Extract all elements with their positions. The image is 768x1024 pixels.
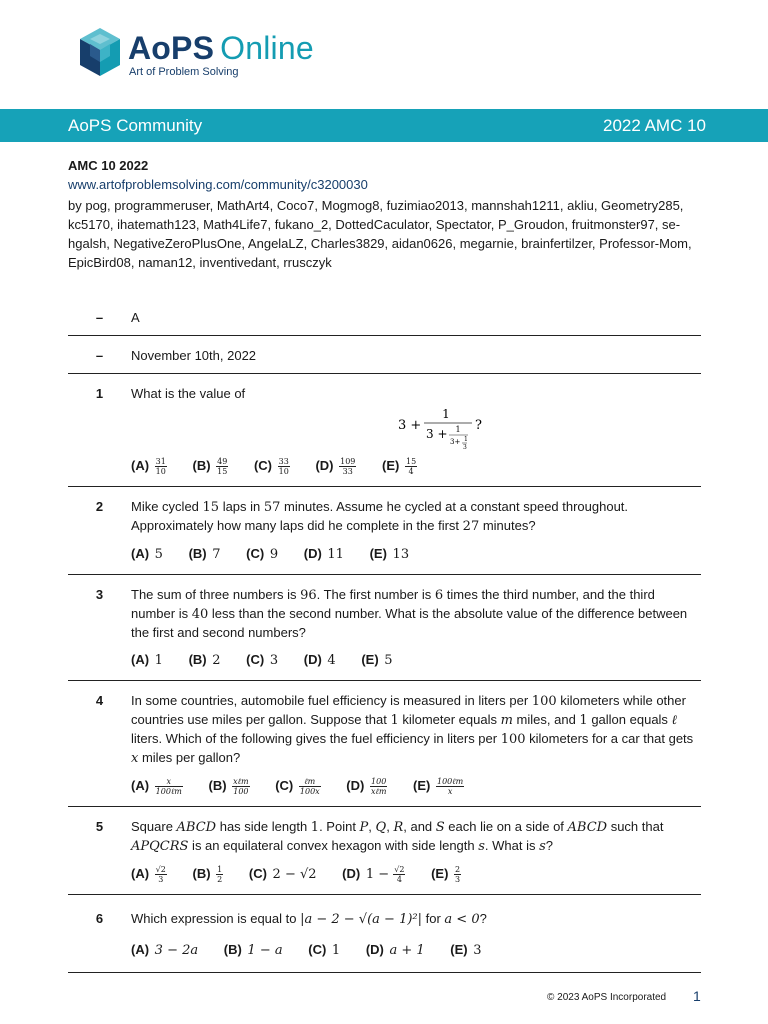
- problem-body: [131, 495, 701, 564]
- answer-choice-a[interactable]: (A) 5: [131, 546, 163, 563]
- svg-text:3: 3: [463, 444, 467, 451]
- banner-community-link[interactable]: AoPS Community: [68, 116, 203, 135]
- answer-choice-a[interactable]: (A) $\frac{√2}{3}$: [131, 865, 166, 885]
- answer-choice-d[interactable]: (D) $\frac{100}{\text{xℓm}}$: [346, 777, 387, 797]
- answer-choice-a[interactable]: (A) $\frac{31}{10}$: [131, 457, 166, 477]
- svg-text:3 +: 3 +: [426, 427, 448, 441]
- section-row: [68, 302, 701, 336]
- date-row: [68, 336, 701, 374]
- problem-text: What is the value of: [131, 386, 246, 401]
- problem-text: The sum of three numbers is 96. The first number is 6 times the third number, and the third number is 40 less than the second number. What is the absolute value of the difference between the first and second numbers?: [131, 587, 688, 641]
- answer-choice-c[interactable]: (C) 1: [308, 942, 341, 959]
- svg-text:1: 1: [464, 436, 468, 443]
- answer-choice-d[interactable]: (D) $\frac{109}{33}$: [315, 457, 356, 477]
- answer-choice-b[interactable]: (B) $\frac{\text{xℓm}}{100}$: [208, 777, 249, 797]
- document-title: AMC 10 2022: [68, 158, 149, 173]
- answer-choice-e[interactable]: (E) 5: [361, 652, 393, 669]
- problem-number: 5: [95, 819, 104, 835]
- answer-choices: [131, 545, 701, 564]
- logo-tagline: Art of Problem Solving: [129, 66, 239, 78]
- answer-choices: [131, 457, 701, 476]
- answer-choice-c[interactable]: (C) 9: [246, 546, 279, 563]
- problem-text: Mike cycled 15 laps in 57 minutes. Assume he cycled at a constant speed throughout. Approximately how many laps did he complete in the first 27 minutes?: [131, 499, 629, 535]
- answer-choice-d[interactable]: (D) 4: [303, 652, 336, 669]
- answer-choice-e[interactable]: (E) $\frac{2}{3}$: [431, 865, 461, 885]
- problem-row-2: [68, 487, 701, 575]
- svg-text:3 +: 3 +: [398, 418, 422, 433]
- authors-list: by pog, programmeruser, MathArt4, Coco7, Mogmog8, fuzimiao2013, mannshah1211, akliu, Geometry285, kc5170, ihatemath123, Math4Life7, fukano_2, DottedCaculator, Spectator, P_Groudon, fruitmonster97, se-hgalsh, NegativeZeroPlusOne, AngelaLZ, Charles3829, aidan0626, megarnie, brainfertilzer, Professor-Mom, EpicBird08, naman12, inventivedant, rrusczyk: [68, 198, 692, 270]
- problem-text: Square ABCD has side length 1. Point P, Q, R, and S each lie on a side of ABCD such that APQCRS is an equilateral convex hexagon with side length s. What is s?: [131, 819, 664, 855]
- answer-choice-a[interactable]: (A) 3 − 2a: [131, 942, 199, 959]
- answer-choice-b[interactable]: (B) $\frac{1}{2}$: [192, 865, 223, 885]
- answer-choice-c[interactable]: (C) $\frac{\text{ℓm}}{100x}$: [275, 777, 320, 797]
- problem-text: In some countries, automobile fuel efficiency is measured in liters per 100 kilometers while other countries use miles per gallon. Suppose that 1 kilometer equals m miles, and 1 gallon equals ℓ liters. Which of the following gives the fuel efficiency in liters per 100 kilometers for a car that gets x miles per gallon?: [131, 693, 694, 767]
- problem-number: 3: [95, 587, 104, 603]
- banner-contest-title: 2022 AMC 10: [602, 116, 706, 135]
- svg-text:1: 1: [442, 407, 450, 421]
- svg-text:3+: 3+: [450, 438, 461, 446]
- answer-choice-c[interactable]: (C) $\frac{33}{10}$: [253, 457, 289, 477]
- answer-choice-d[interactable]: (D) 1 − $\frac{√2}{4}$: [342, 865, 405, 885]
- answer-choice-e[interactable]: (E) $\frac{15}{4}$: [382, 457, 417, 477]
- answer-choices: [131, 651, 701, 670]
- answer-choice-e[interactable]: (E) 13: [369, 546, 410, 563]
- answer-choice-d[interactable]: (D) 11: [303, 546, 344, 563]
- row-marker: –: [95, 348, 104, 363]
- copyright-notice: © 2023 AoPS Incorporated: [547, 992, 667, 1003]
- problem-row-5: [68, 807, 701, 895]
- answer-choice-d[interactable]: (D) a + 1: [365, 942, 425, 959]
- answer-choice-a[interactable]: (A) $\frac{x}{\text{100ℓm}}$: [131, 777, 182, 797]
- problem-body: [131, 382, 701, 476]
- row-marker: –: [95, 310, 104, 325]
- aops-logo: [78, 24, 338, 84]
- answer-choice-b[interactable]: (B) 2: [188, 652, 221, 669]
- problems-table: [68, 302, 701, 973]
- answer-choice-c[interactable]: (C) 3: [246, 652, 279, 669]
- problem-text: Which expression is equal to |a − 2 − √(a − 1)²| for a < 0?: [131, 911, 487, 928]
- answer-choice-b[interactable]: (B) $\frac{49}{15}$: [192, 457, 228, 477]
- problem-body: [131, 583, 701, 670]
- community-url-link[interactable]: www.artofproblemsolving.com/community/c3200030: [68, 177, 368, 192]
- answer-choice-e[interactable]: (E) 3: [450, 942, 482, 959]
- answer-choice-b[interactable]: (B) 7: [188, 546, 221, 563]
- problem-body: [131, 689, 701, 796]
- answer-choice-b[interactable]: (B) 1 − a: [223, 942, 283, 959]
- absolute-value-expression: |a − 2 − √(a − 1)²|: [300, 912, 423, 928]
- problem-number: 1: [95, 386, 104, 401]
- logo-wordmark: AoPS Online: [128, 30, 314, 66]
- problem-row-4: [68, 681, 701, 807]
- problem-row-3: [68, 575, 701, 681]
- problem-number: 2: [95, 499, 104, 515]
- problem-number: 6: [95, 911, 104, 927]
- community-banner: [0, 109, 768, 142]
- answer-choices: [131, 777, 701, 796]
- document-meta: [68, 156, 702, 272]
- answer-choice-c[interactable]: (C) 2 − √2: [248, 866, 317, 883]
- svg-text:1: 1: [455, 425, 461, 434]
- answer-choices: [131, 941, 701, 960]
- cube-logo-icon: [78, 26, 122, 78]
- page-number: 1: [693, 988, 701, 1004]
- problem-body: [131, 815, 701, 884]
- problem-number: 4: [95, 693, 104, 709]
- continued-fraction-math: [191, 405, 701, 457]
- contest-date: November 10th, 2022: [131, 348, 257, 363]
- problem-row-1: [68, 374, 701, 487]
- answer-choice-e[interactable]: (E) $\frac{\text{100ℓm}}{x}$: [413, 777, 464, 797]
- section-label: A: [131, 310, 140, 325]
- continued-fraction-graphic: [396, 405, 496, 451]
- problem-body: [131, 907, 701, 960]
- answer-choice-a[interactable]: (A) 1: [131, 652, 163, 669]
- answer-choices: [131, 865, 701, 884]
- problem-row-6: [68, 895, 701, 973]
- svg-text:?: ?: [475, 418, 482, 433]
